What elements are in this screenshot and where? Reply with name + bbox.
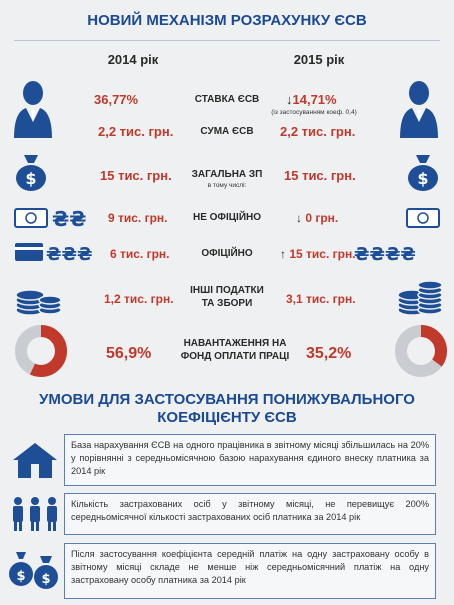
page-title: НОВИЙ МЕХАНІЗМ РОЗРАХУНКУ ЄСВ	[87, 12, 367, 29]
load-label-line1: НАВАНТАЖЕННЯ НА	[183, 338, 287, 349]
rate-2015: 14,71%	[292, 92, 337, 107]
house-icon	[10, 440, 60, 485]
coins-icon	[396, 272, 444, 321]
money-bag-icon	[406, 152, 440, 197]
load-2014: 56,9%	[106, 345, 152, 362]
sum-2015: 2,2 тис. грн.	[280, 124, 356, 139]
taxes-label-line2: ТА ЗБОРИ	[201, 298, 253, 309]
load-donut-2015	[394, 324, 448, 383]
money-bags-icon	[8, 548, 62, 595]
card-icon	[14, 240, 98, 269]
official-2015: 15 тис. грн.	[289, 247, 356, 261]
cash-icon	[406, 204, 440, 235]
load-2015: 35,2%	[306, 345, 352, 362]
unofficial-2015-row	[296, 211, 338, 225]
rate-note: (із застосуванням коеф. 0,4)	[271, 109, 357, 116]
taxes-2014: 1,2 тис. грн.	[104, 292, 174, 306]
sum-label: СУМА ЄСВ	[200, 126, 254, 137]
divider	[14, 40, 440, 41]
svg-text:₴₴: ₴₴	[52, 207, 86, 230]
unofficial-label: НЕ ОФІЦІЙНО	[192, 212, 262, 223]
svg-text:$: $	[417, 169, 429, 188]
unofficial-2015: 0 грн.	[305, 211, 339, 225]
salary-label: ЗАГАЛЬНА ЗП	[191, 169, 263, 180]
svg-text:$: $	[41, 572, 51, 587]
condition-1: База нарахування ЄСВ на одного працівника в звітному місяці збільшилась на 20% у порівнянні з середньомісячною базою нарахування єдиного внеску платника за 2014 рік	[64, 434, 436, 486]
svg-text:₴₴₴₴: ₴₴₴₴	[354, 244, 416, 264]
svg-text:₴₴₴: ₴₴₴	[46, 244, 93, 264]
conditions-title-line2: КОЕФІЦІЄНТУ ЄСВ	[157, 409, 297, 426]
taxes-2015: 3,1 тис. грн.	[286, 292, 356, 306]
load-donut-2014	[14, 324, 68, 383]
load-label-line2: ФОНД ОПЛАТИ ПРАЦІ	[180, 351, 290, 362]
cash-icon	[14, 204, 86, 235]
conditions-title-line1: УМОВИ ДЛЯ ЗАСТОСУВАННЯ ПОНИЖУВАЛЬНОГО	[39, 391, 415, 408]
money-bag-icon	[14, 152, 48, 197]
card-icon	[354, 240, 442, 269]
worker-icon	[12, 78, 54, 145]
salary-2014: 15 тис. грн.	[100, 168, 172, 183]
svg-text:$: $	[25, 169, 37, 188]
coins-icon	[14, 276, 62, 321]
arrow-down-icon: ↓	[286, 92, 293, 107]
year-left: 2014 рік	[107, 52, 159, 67]
salary-2015: 15 тис. грн.	[284, 168, 356, 183]
year-right: 2015 рік	[293, 52, 345, 67]
rate-2015-row	[286, 92, 337, 107]
taxes-label-line1: ІНШІ ПОДАТКИ	[190, 285, 264, 296]
rate-2014: 36,77%	[94, 92, 139, 107]
unofficial-2014: 9 тис. грн.	[108, 211, 168, 225]
sum-2014: 2,2 тис. грн.	[98, 124, 174, 139]
condition-3: Після застосування коефіцієнта середній платіж на одну застраховану особу в звітному місяці складе не менше ніж середньомісячний платіж на одну застраховану особу платника за 2014 рік	[64, 543, 436, 599]
arrow-down-icon: ↓	[296, 211, 306, 225]
salary-note: в тому числі:	[207, 182, 247, 189]
svg-text:$: $	[16, 569, 26, 584]
people-icon	[8, 496, 62, 537]
official-label: ОФІЦІЙНО	[201, 248, 253, 259]
condition-2: Кількість застрахованих осіб у звітному місяці, не перевищує 200% середньомісячної кількості застрахованих осіб платника за 2014 рік	[64, 493, 436, 535]
worker-icon	[398, 78, 440, 145]
official-2015-row	[280, 247, 356, 261]
arrow-up-icon: ↑	[280, 247, 290, 261]
rate-label: СТАВКА ЄСВ	[194, 94, 260, 105]
official-2014: 6 тис. грн.	[110, 247, 170, 261]
